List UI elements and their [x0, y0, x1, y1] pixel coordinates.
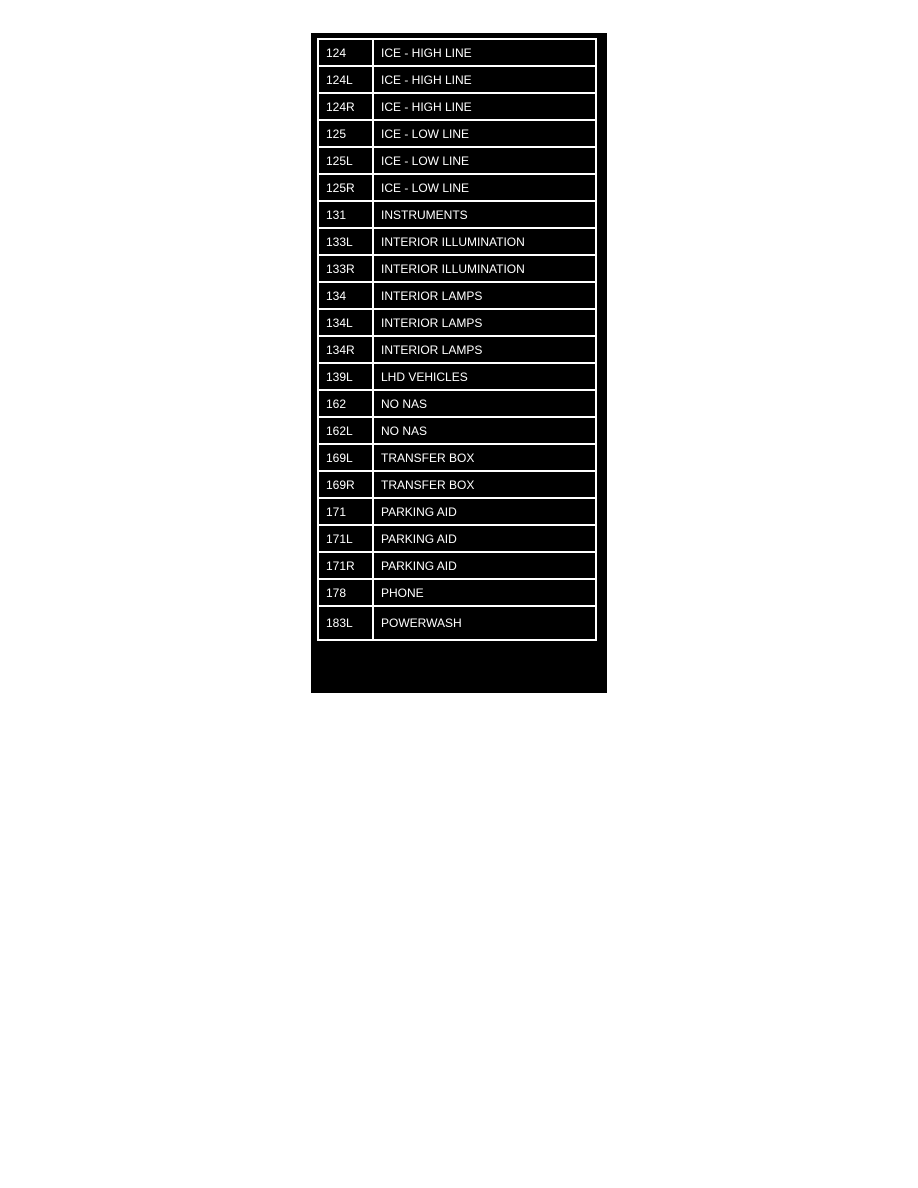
code-table-panel: [311, 33, 607, 693]
option-code-cell: 162L: [318, 417, 373, 444]
option-description-cell: ICE - LOW LINE: [373, 174, 596, 201]
table-row: [318, 174, 596, 201]
option-description-cell: LHD VEHICLES: [373, 363, 596, 390]
option-description-cell: PHONE: [373, 579, 596, 606]
option-description-cell: NO NAS: [373, 390, 596, 417]
option-code-cell: 169R: [318, 471, 373, 498]
option-description-cell: PARKING AID: [373, 498, 596, 525]
table-row: [318, 93, 596, 120]
table-row: [318, 552, 596, 579]
option-code-cell: 134: [318, 282, 373, 309]
table-row: [318, 147, 596, 174]
table-row: [318, 363, 596, 390]
option-code-cell: 124R: [318, 93, 373, 120]
option-description-cell: NO NAS: [373, 417, 596, 444]
table-row: [318, 309, 596, 336]
option-description-cell: INTERIOR ILLUMINATION: [373, 228, 596, 255]
option-code-cell: 178: [318, 579, 373, 606]
table-row: [318, 228, 596, 255]
code-table: [317, 38, 597, 641]
table-row: [318, 255, 596, 282]
option-code-cell: 171R: [318, 552, 373, 579]
option-code-cell: 125L: [318, 147, 373, 174]
option-code-cell: 171L: [318, 525, 373, 552]
option-code-cell: 139L: [318, 363, 373, 390]
table-row: [318, 39, 596, 66]
table-row: [318, 66, 596, 93]
option-description-cell: INTERIOR LAMPS: [373, 282, 596, 309]
table-row: [318, 336, 596, 363]
option-code-cell: 125R: [318, 174, 373, 201]
option-code-cell: 133R: [318, 255, 373, 282]
option-code-cell: 134L: [318, 309, 373, 336]
option-description-cell: INTERIOR ILLUMINATION: [373, 255, 596, 282]
option-description-cell: PARKING AID: [373, 552, 596, 579]
option-code-cell: 124: [318, 39, 373, 66]
option-code-cell: 124L: [318, 66, 373, 93]
option-description-cell: ICE - LOW LINE: [373, 147, 596, 174]
table-row: [318, 606, 596, 640]
option-description-cell: INSTRUMENTS: [373, 201, 596, 228]
code-table-body: [318, 39, 596, 640]
table-row: [318, 579, 596, 606]
table-row: [318, 471, 596, 498]
option-description-cell: ICE - HIGH LINE: [373, 66, 596, 93]
table-row: [318, 390, 596, 417]
option-code-cell: 134R: [318, 336, 373, 363]
option-code-cell: 169L: [318, 444, 373, 471]
option-code-cell: 183L: [318, 606, 373, 640]
option-code-cell: 171: [318, 498, 373, 525]
option-description-cell: ICE - HIGH LINE: [373, 39, 596, 66]
table-row: [318, 525, 596, 552]
option-code-cell: 125: [318, 120, 373, 147]
option-description-cell: INTERIOR LAMPS: [373, 309, 596, 336]
option-code-cell: 162: [318, 390, 373, 417]
option-description-cell: ICE - HIGH LINE: [373, 93, 596, 120]
table-row: [318, 498, 596, 525]
option-description-cell: TRANSFER BOX: [373, 471, 596, 498]
table-row: [318, 444, 596, 471]
table-row: [318, 282, 596, 309]
table-row: [318, 417, 596, 444]
option-code-cell: 131: [318, 201, 373, 228]
table-row: [318, 120, 596, 147]
option-description-cell: TRANSFER BOX: [373, 444, 596, 471]
option-code-cell: 133L: [318, 228, 373, 255]
option-description-cell: PARKING AID: [373, 525, 596, 552]
option-description-cell: ICE - LOW LINE: [373, 120, 596, 147]
table-row: [318, 201, 596, 228]
option-description-cell: POWERWASH: [373, 606, 596, 640]
option-description-cell: INTERIOR LAMPS: [373, 336, 596, 363]
